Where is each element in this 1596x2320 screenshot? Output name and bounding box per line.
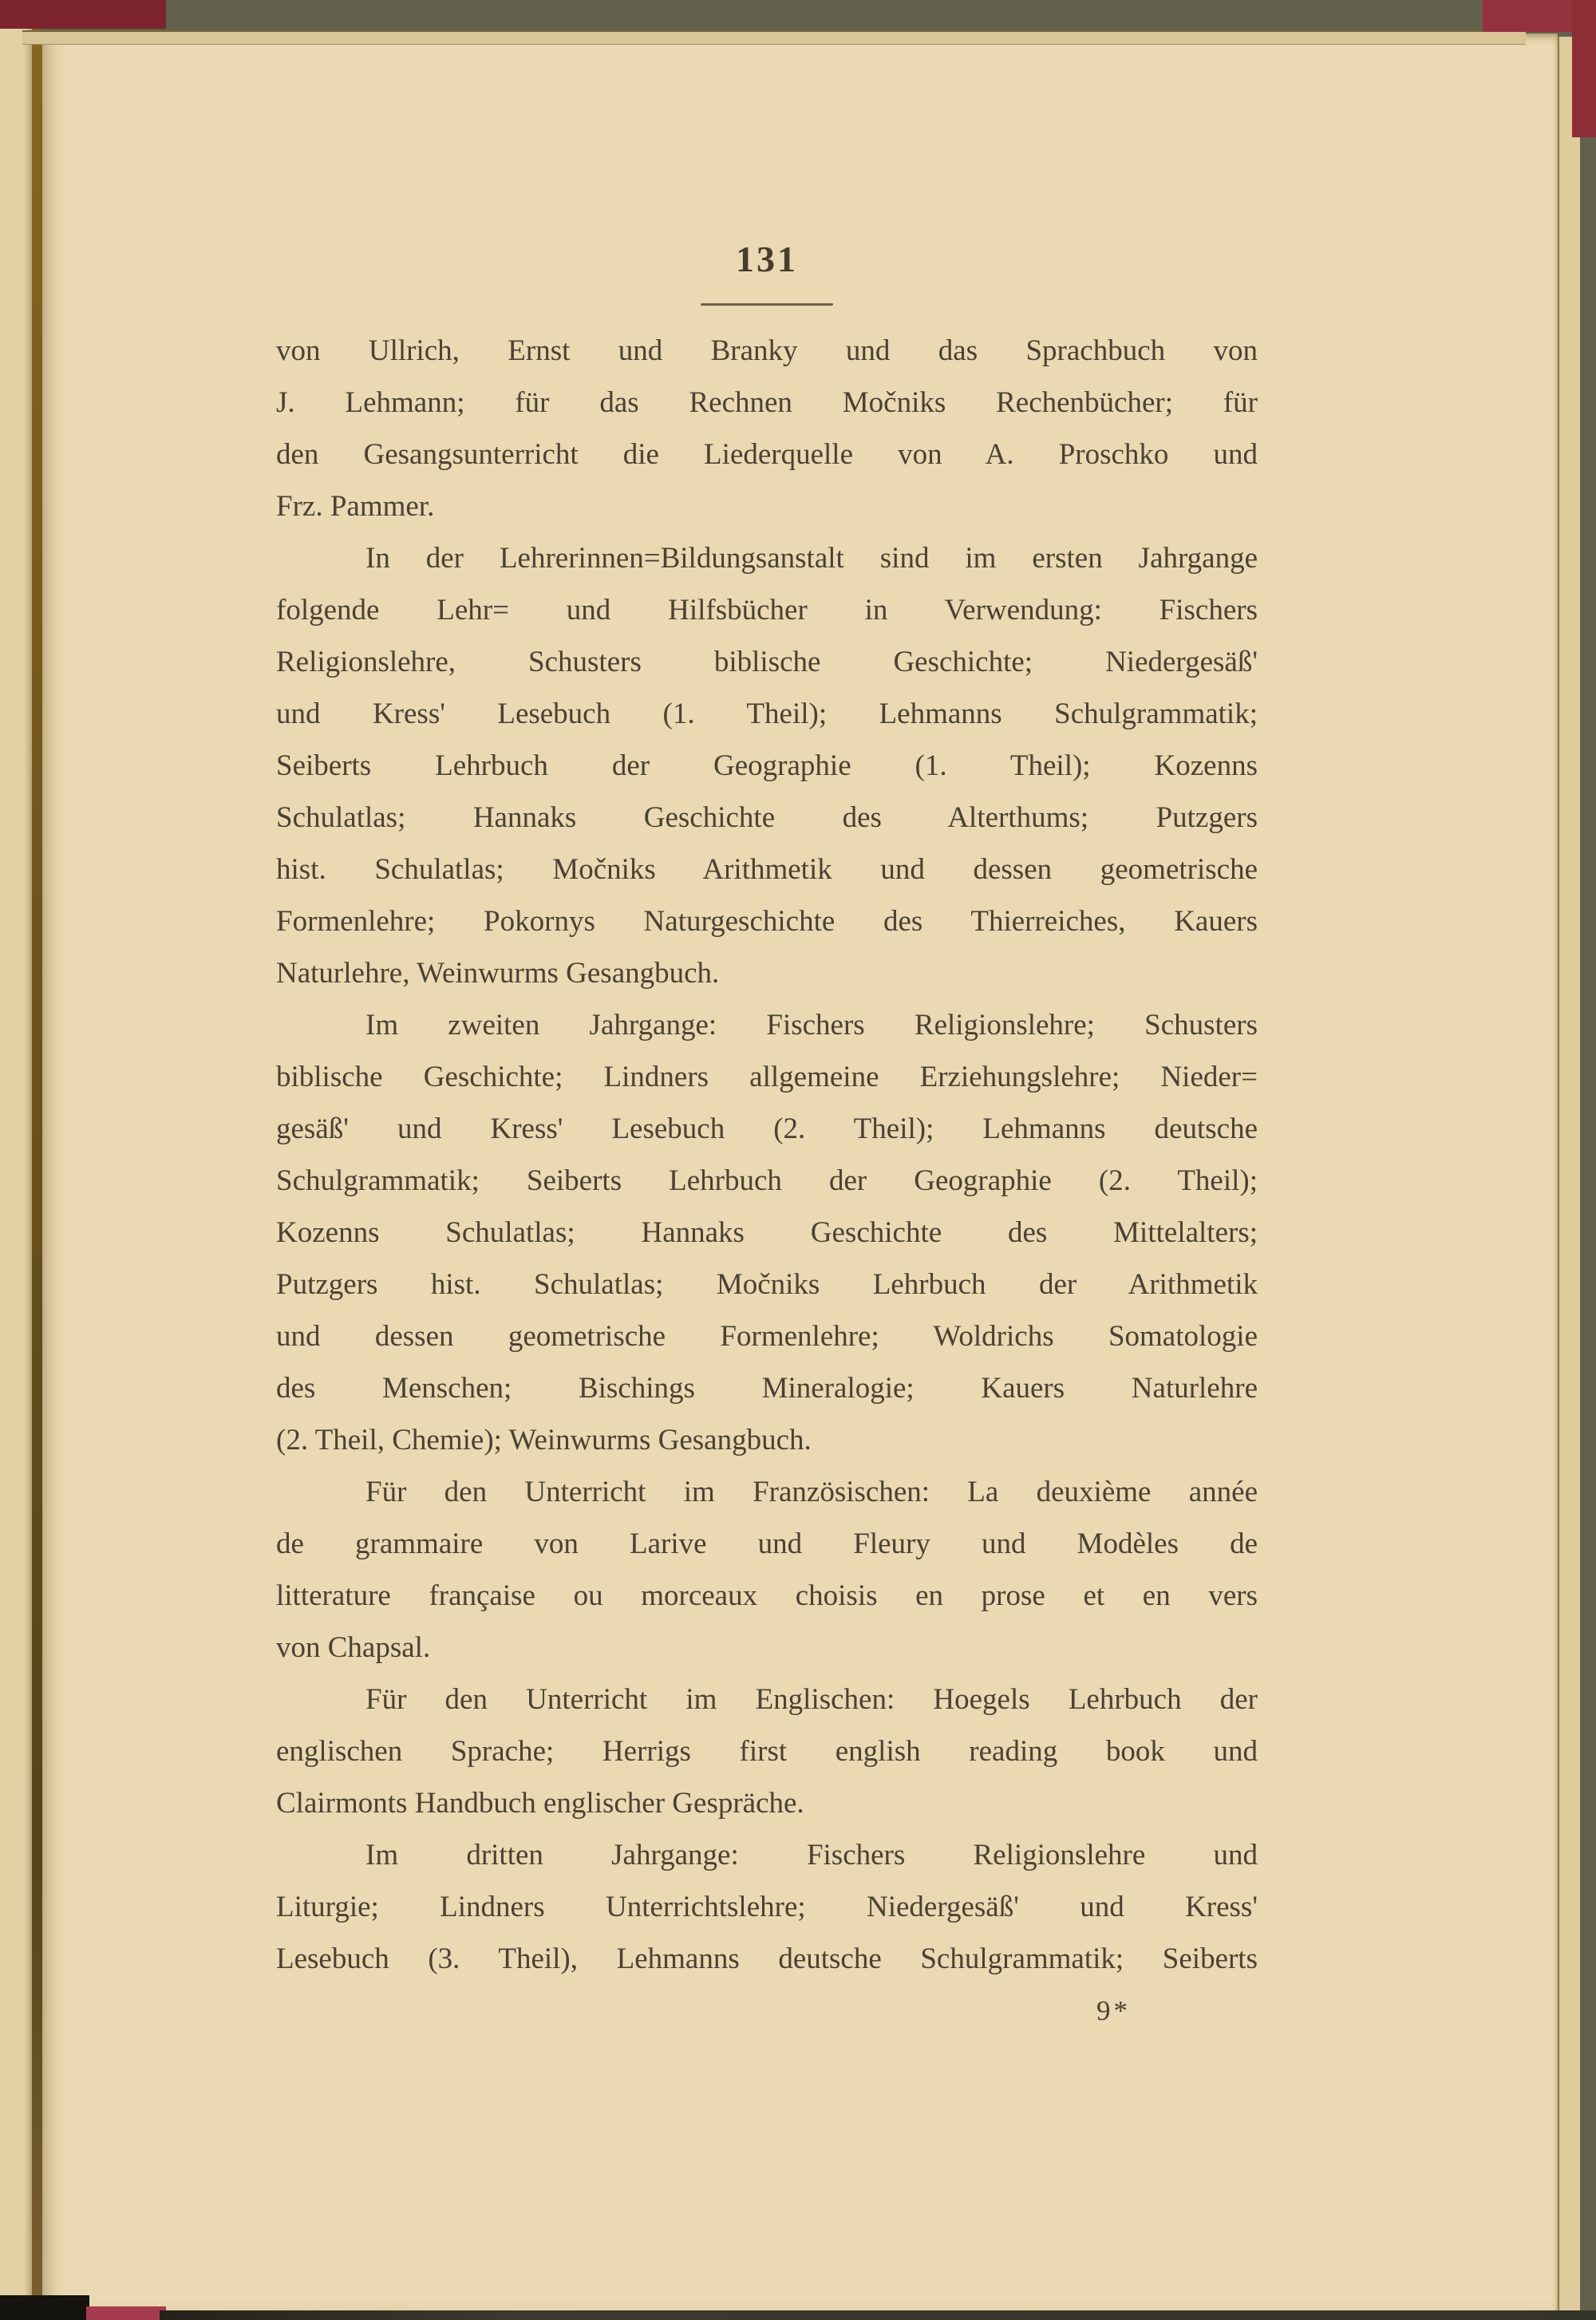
right-page-edge <box>1558 37 1580 2310</box>
text-line: Clairmonts Handbuch englischer Gespräche. <box>276 1787 804 1820</box>
text-line: den Gesangsunterricht die Liederquelle von A. Proschko und <box>276 438 1258 471</box>
previous-page-edge <box>0 16 32 2303</box>
text-line: von Chapsal. <box>276 1631 431 1664</box>
text-line: Seiberts Lehrbuch der Geographie (1. Theil); Kozenns <box>276 749 1258 782</box>
text-line: von Ullrich, Ernst und Branky und das Sprachbuch von <box>276 334 1258 367</box>
text-line: des Menschen; Bischings Mineralogie; Kauers Naturlehre <box>276 1372 1258 1405</box>
text-line: und Kress' Lesebuch (1. Theil); Lehmanns Schulgrammatik; <box>276 698 1258 730</box>
signature-mark: 9* <box>1096 1995 1131 2026</box>
text-line: Im zweiten Jahrgange: Fischers Religionslehre; Schusters <box>365 1009 1258 1041</box>
book-cover-right <box>1572 0 1596 137</box>
book-cover-top-left <box>0 0 166 29</box>
text-line: Schulatlas; Hannaks Geschichte des Alterthums; Putzgers <box>276 801 1258 834</box>
text-line: (2. Theil, Chemie); Weinwurms Gesangbuch. <box>276 1424 812 1456</box>
page-top-edge <box>22 30 1526 45</box>
text-line: Naturlehre, Weinwurms Gesangbuch. <box>276 957 720 990</box>
text-line: Lesebuch (3. Theil), Lehmanns deutsche Schulgrammatik; Seiberts <box>276 1943 1258 1975</box>
text-line: Liturgie; Lindners Unterrichtslehre; Niedergesäß' und Kress' <box>276 1891 1258 1923</box>
text-line: litterature française ou morceaux choisis en prose et en vers <box>276 1579 1258 1612</box>
text-line: folgende Lehr= und Hilfsbücher in Verwendung: Fischers <box>276 594 1258 626</box>
page-number: 131 <box>736 239 798 279</box>
paper-page <box>42 34 1558 2313</box>
text-line: Im dritten Jahrgange: Fischers Religionslehre und <box>365 1839 1258 1871</box>
text-line: Für den Unterricht im Französischen: La deuxième année <box>365 1476 1258 1508</box>
text-line: Frz. Pammer. <box>276 490 435 523</box>
text-line: Für den Unterricht im Englischen: Hoegels Lehrbuch der <box>365 1683 1258 1716</box>
text-line: Religionslehre, Schusters biblische Geschichte; Niedergesäß' <box>276 646 1258 678</box>
text-line: englischen Sprache; Herrigs first english reading book und <box>276 1735 1258 1768</box>
text-line: Formenlehre; Pokornys Naturgeschichte des Thierreiches, Kauers <box>276 905 1258 938</box>
text-line: hist. Schulatlas; Močniks Arithmetik und dessen geometrische <box>276 853 1258 886</box>
text-line: und dessen geometrische Formenlehre; Woldrichs Somatologie <box>276 1320 1258 1353</box>
book-gutter-shadow <box>32 27 42 2310</box>
header-rule <box>701 303 833 306</box>
signature-mark-line <box>276 1986 1258 2037</box>
book-cover-bottom <box>86 2306 166 2320</box>
page-bottom-edge <box>160 2310 1596 2320</box>
text-line: de grammaire von Larive und Fleury und Modèles de <box>276 1528 1258 1560</box>
text-line: gesäß' und Kress' Lesebuch (2. Theil); Lehmanns deutsche <box>276 1113 1258 1145</box>
page-header <box>276 239 1258 306</box>
shadow-bottom-left <box>0 2295 89 2320</box>
text-line: biblische Geschichte; Lindners allgemeine Erziehungslehre; Nieder= <box>276 1061 1258 1093</box>
text-line: Putzgers hist. Schulatlas; Močniks Lehrbuch der Arithmetik <box>276 1268 1258 1301</box>
text-line: Kozenns Schulatlas; Hannaks Geschichte des Mittelalters; <box>276 1216 1258 1249</box>
text-line: J. Lehmann; für das Rechnen Močniks Rechenbücher; für <box>276 386 1258 419</box>
text-line: In der Lehrerinnen=Bildungsanstalt sind im ersten Jahrgange <box>365 542 1258 575</box>
text-line: Schulgrammatik; Seiberts Lehrbuch der Geographie (2. Theil); <box>276 1164 1258 1197</box>
body-text <box>276 326 1258 2037</box>
